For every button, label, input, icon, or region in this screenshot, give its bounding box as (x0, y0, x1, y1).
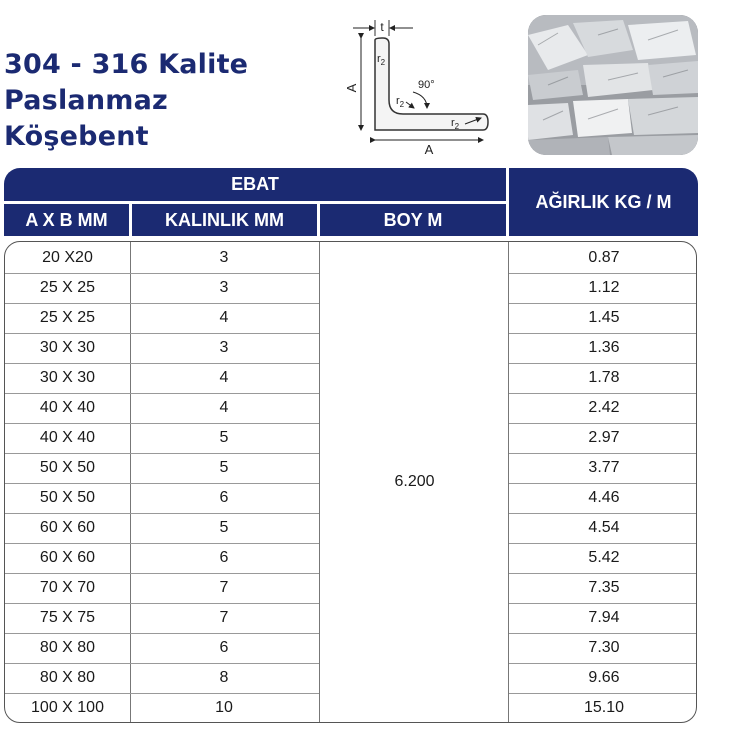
table-row (5, 543, 319, 573)
table-row (5, 393, 319, 423)
size-cell: 25 X 25 (39, 279, 96, 296)
table-row-weight (509, 663, 697, 693)
thickness-cell: 6 (219, 639, 229, 656)
radius-label-top: $r_2$ (377, 53, 386, 67)
thickness-cell: 6 (219, 549, 229, 566)
weight-cell: 1.12 (588, 279, 620, 296)
thickness-cell: 5 (219, 519, 229, 536)
table-row-weight (509, 573, 697, 603)
length-value: 6.200 (394, 473, 435, 490)
table-row (5, 603, 319, 633)
title-line-1: 304 - 316 Kalite (4, 49, 249, 80)
table-row-weight (509, 243, 697, 273)
table-row (5, 663, 319, 693)
size-cell: 40 X 40 (39, 399, 96, 416)
weight-cell: 7.94 (588, 609, 620, 626)
table-row-weight (509, 303, 697, 333)
thickness-cell: 5 (219, 429, 229, 446)
column-header-weight: AĞIRLIK KG / M (509, 168, 698, 236)
size-cell: 50 X 50 (39, 459, 96, 476)
weight-cell: 7.35 (588, 579, 620, 596)
weight-cell: 4.46 (588, 489, 620, 506)
table-row (5, 693, 319, 723)
weight-cell: 2.42 (588, 399, 620, 416)
table-row-weight (509, 363, 697, 393)
table-row-weight (509, 393, 697, 423)
title-line-2: Paslanmaz (4, 85, 168, 116)
thickness-cell: 10 (215, 699, 233, 716)
thickness-cell: 7 (219, 579, 229, 596)
column-header-thickness: KALINLIK MM (132, 204, 317, 236)
table-row (5, 633, 319, 663)
weight-cell: 7.30 (588, 639, 620, 656)
weight-cell: 3.77 (588, 459, 620, 476)
weight-cell: 2.97 (588, 429, 620, 446)
size-cell: 80 X 80 (39, 669, 96, 686)
table-row-weight (509, 453, 697, 483)
size-cell: 50 X 50 (39, 489, 96, 506)
thickness-label: t (380, 20, 384, 34)
weight-cell: 1.45 (588, 309, 620, 326)
table-row (5, 453, 319, 483)
size-cell: 100 X 100 (31, 699, 104, 716)
table-row-weight (509, 333, 697, 363)
thickness-cell: 3 (219, 339, 229, 356)
table-row-weight (509, 423, 697, 453)
weight-cell: 4.54 (588, 519, 620, 536)
table-row (5, 363, 319, 393)
a-horizontal-label: A (424, 142, 434, 157)
table-row-weight (509, 693, 697, 723)
table-row-weight (509, 633, 697, 663)
size-cell: 30 X 30 (39, 339, 96, 356)
size-cell: 25 X 25 (39, 309, 96, 326)
thickness-cell: 5 (219, 459, 229, 476)
thickness-cell: 8 (219, 669, 229, 686)
data-table (4, 241, 697, 723)
table-row (5, 273, 319, 303)
table-row (5, 513, 319, 543)
size-cell: 70 X 70 (39, 579, 96, 596)
table-row (5, 243, 319, 273)
a-vertical-label: A (344, 83, 359, 93)
thickness-cell: 6 (219, 489, 229, 506)
group-header-ebat: EBAT (4, 168, 506, 201)
table-row (5, 573, 319, 603)
radius-label-inner: $r_2$ (396, 95, 405, 109)
table-row (5, 333, 319, 363)
weight-cell: 1.78 (588, 369, 620, 386)
thickness-cell: 7 (219, 609, 229, 626)
angle-profile-diagram (343, 18, 503, 160)
size-cell: 60 X 60 (39, 549, 96, 566)
weight-cell: 15.10 (583, 699, 625, 716)
thickness-cell: 4 (219, 369, 229, 386)
product-photo (528, 15, 698, 155)
table-row-weight (509, 513, 697, 543)
weight-cell: 0.87 (588, 249, 620, 266)
table-row (5, 303, 319, 333)
size-cell: 60 X 60 (39, 519, 96, 536)
title-line-3: Köşebent (4, 121, 149, 152)
table-row (5, 483, 319, 513)
size-cell: 75 X 75 (39, 609, 96, 626)
weight-cell: 9.66 (588, 669, 620, 686)
table-row-weight (509, 483, 697, 513)
table-row-weight (509, 273, 697, 303)
table-row (5, 423, 319, 453)
column-header-length: BOY M (320, 204, 506, 236)
page-title (4, 47, 304, 155)
weight-cell: 5.42 (588, 549, 620, 566)
weight-cell: 1.36 (588, 339, 620, 356)
table-row-weight (509, 543, 697, 573)
thickness-cell: 3 (219, 249, 229, 266)
table-row-weight (509, 603, 697, 633)
thickness-cell: 4 (219, 399, 229, 416)
size-cell: 40 X 40 (39, 429, 96, 446)
radius-label-end: $r_2$ (451, 117, 460, 131)
column-header-size: A X B MM (4, 204, 129, 236)
size-cell: 80 X 80 (39, 639, 96, 656)
size-cell: 30 X 30 (39, 369, 96, 386)
angle-label: 90° (418, 79, 435, 91)
size-cell: 20 X20 (42, 249, 93, 266)
thickness-cell: 4 (219, 309, 229, 326)
thickness-cell: 3 (219, 279, 229, 296)
